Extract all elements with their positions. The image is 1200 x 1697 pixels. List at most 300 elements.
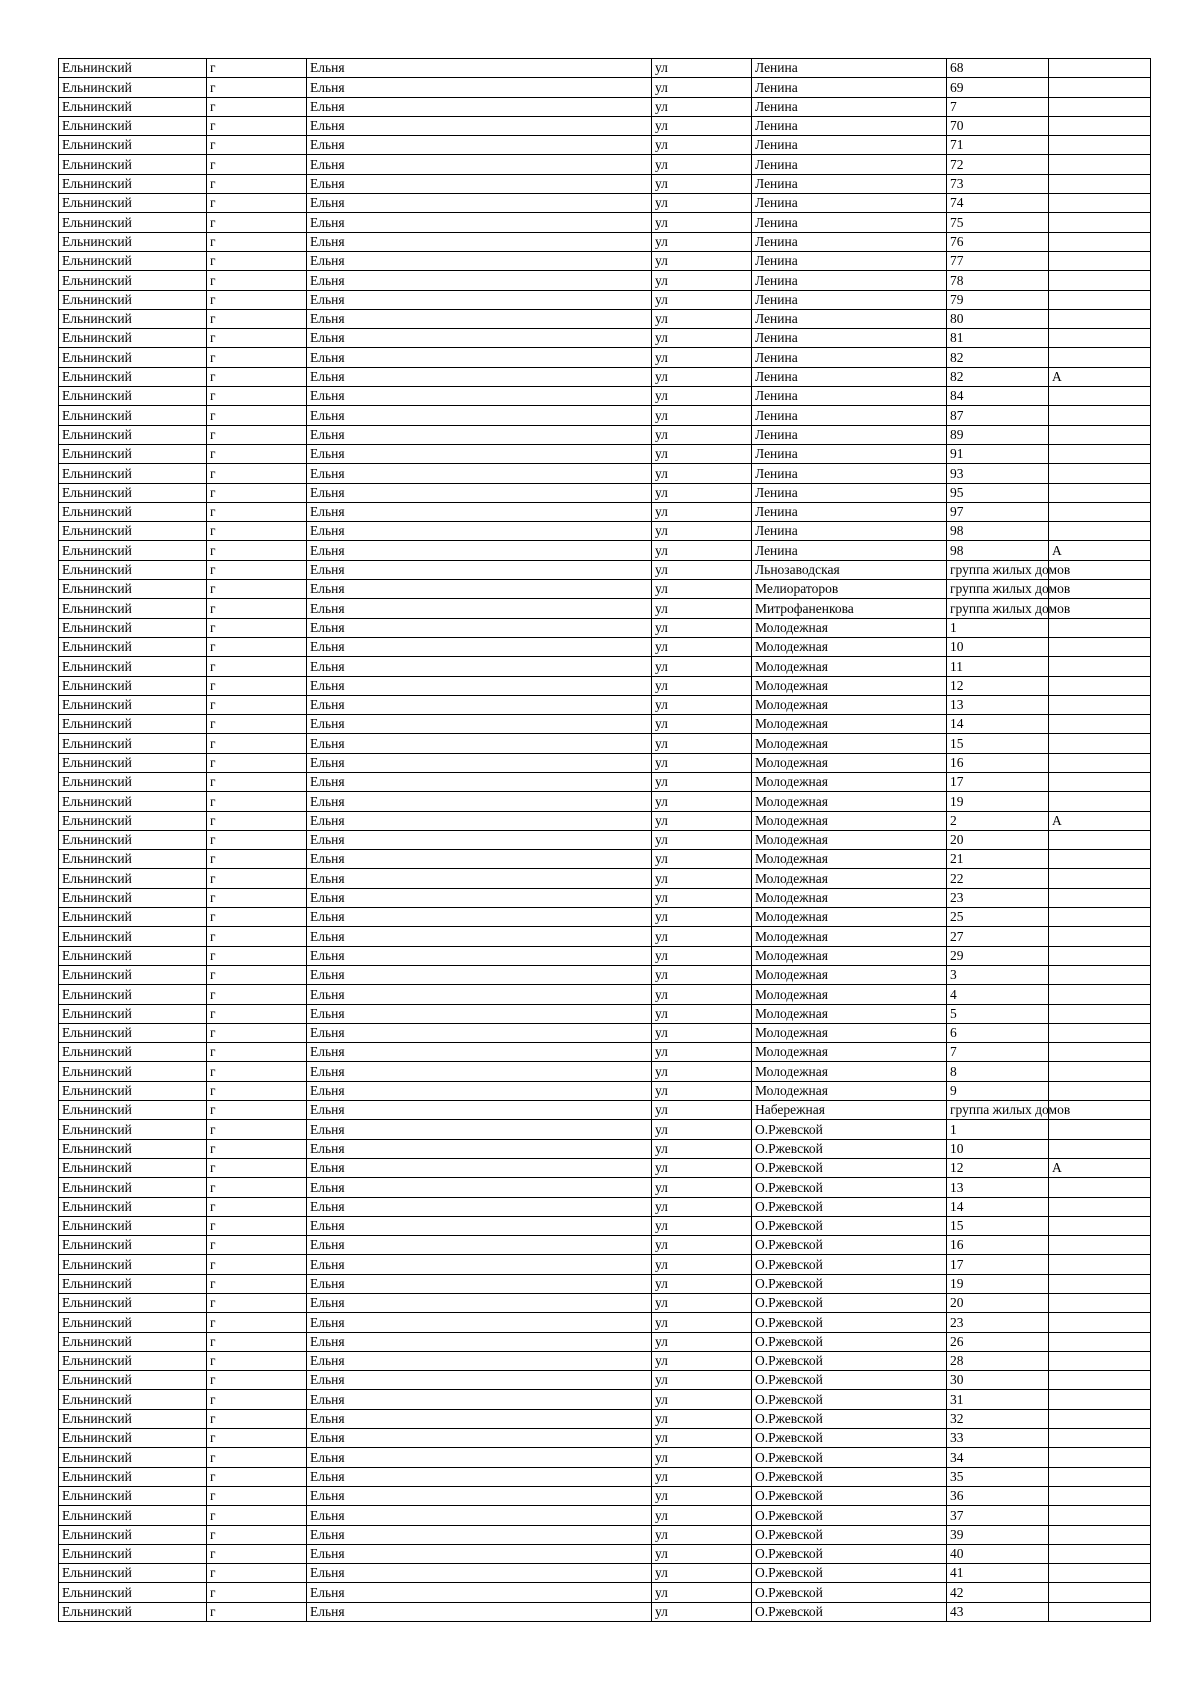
settlement-cell: Ельня <box>307 715 652 734</box>
table-row <box>59 1216 1151 1235</box>
settlement-cell: Ельня <box>307 1062 652 1081</box>
house-cell: 68 <box>947 59 1049 78</box>
house-cell: 1 <box>947 1120 1049 1139</box>
district-cell: Ельнинский <box>59 232 207 251</box>
table-row <box>59 1564 1151 1583</box>
street-type-cell: ул <box>652 1236 752 1255</box>
district-cell: Ельнинский <box>59 927 207 946</box>
house-cell: 91 <box>947 444 1049 463</box>
letter-cell <box>1049 483 1151 502</box>
house-cell: 42 <box>947 1583 1049 1602</box>
street-type-cell: ул <box>652 772 752 791</box>
street-type-cell: ул <box>652 1448 752 1467</box>
street-cell: О.Ржевской <box>752 1313 947 1332</box>
settlement-cell: Ельня <box>307 1583 652 1602</box>
settlement-cell: Ельня <box>307 232 652 251</box>
street-cell: Ленина <box>752 116 947 135</box>
settlement-cell: Ельня <box>307 1390 652 1409</box>
settlement-type-cell: г <box>207 1602 307 1621</box>
street-cell: О.Ржевской <box>752 1139 947 1158</box>
letter-cell <box>1049 213 1151 232</box>
house-cell: 26 <box>947 1332 1049 1351</box>
street-cell: Ленина <box>752 290 947 309</box>
district-cell: Ельнинский <box>59 1390 207 1409</box>
street-cell: О.Ржевской <box>752 1409 947 1428</box>
letter-cell <box>1049 425 1151 444</box>
table-row <box>59 734 1151 753</box>
settlement-type-cell: г <box>207 1506 307 1525</box>
street-cell: Ленина <box>752 309 947 328</box>
street-type-cell: ул <box>652 1506 752 1525</box>
house-cell: 77 <box>947 251 1049 270</box>
district-cell: Ельнинский <box>59 1351 207 1370</box>
letter-cell <box>1049 194 1151 213</box>
district-cell: Ельнинский <box>59 1139 207 1158</box>
settlement-cell: Ельня <box>307 850 652 869</box>
district-cell: Ельнинский <box>59 155 207 174</box>
settlement-cell: Ельня <box>307 1197 652 1216</box>
settlement-cell: Ельня <box>307 985 652 1004</box>
letter-cell <box>1049 155 1151 174</box>
street-cell: Молодежная <box>752 888 947 907</box>
street-cell: Молодежная <box>752 850 947 869</box>
settlement-cell: Ельня <box>307 695 652 714</box>
settlement-type-cell: г <box>207 1429 307 1448</box>
street-cell: Ленина <box>752 232 947 251</box>
district-cell: Ельнинский <box>59 1062 207 1081</box>
street-type-cell: ул <box>652 155 752 174</box>
table-row <box>59 1158 1151 1177</box>
letter-cell <box>1049 1216 1151 1235</box>
street-type-cell: ул <box>652 1371 752 1390</box>
table-row <box>59 1448 1151 1467</box>
settlement-type-cell: г <box>207 792 307 811</box>
street-type-cell: ул <box>652 541 752 560</box>
district-cell: Ельнинский <box>59 251 207 270</box>
house-cell: 1 <box>947 618 1049 637</box>
settlement-type-cell: г <box>207 1062 307 1081</box>
settlement-type-cell: г <box>207 580 307 599</box>
letter-cell <box>1049 251 1151 270</box>
house-cell: 40 <box>947 1544 1049 1563</box>
letter-cell <box>1049 387 1151 406</box>
street-type-cell: ул <box>652 522 752 541</box>
settlement-cell: Ельня <box>307 213 652 232</box>
settlement-cell: Ельня <box>307 290 652 309</box>
street-type-cell: ул <box>652 985 752 1004</box>
settlement-cell: Ельня <box>307 1236 652 1255</box>
settlement-cell: Ельня <box>307 116 652 135</box>
street-cell: О.Ржевской <box>752 1429 947 1448</box>
district-cell: Ельнинский <box>59 965 207 984</box>
street-type-cell: ул <box>652 1274 752 1293</box>
table-row <box>59 522 1151 541</box>
settlement-cell: Ельня <box>307 271 652 290</box>
district-cell: Ельнинский <box>59 444 207 463</box>
settlement-type-cell: г <box>207 251 307 270</box>
settlement-type-cell: г <box>207 1486 307 1505</box>
settlement-type-cell: г <box>207 1120 307 1139</box>
settlement-type-cell: г <box>207 1371 307 1390</box>
letter-cell <box>1049 1448 1151 1467</box>
letter-cell <box>1049 1004 1151 1023</box>
settlement-cell: Ельня <box>307 1602 652 1621</box>
settlement-type-cell: г <box>207 1197 307 1216</box>
district-cell: Ельнинский <box>59 78 207 97</box>
district-cell: Ельнинский <box>59 136 207 155</box>
settlement-type-cell: г <box>207 1390 307 1409</box>
house-cell: 15 <box>947 1216 1049 1235</box>
street-cell: О.Ржевской <box>752 1332 947 1351</box>
table-row <box>59 502 1151 521</box>
letter-cell <box>1049 1274 1151 1293</box>
district-cell: Ельнинский <box>59 734 207 753</box>
letter-cell <box>1049 657 1151 676</box>
settlement-cell: Ельня <box>307 348 652 367</box>
letter-cell <box>1049 772 1151 791</box>
street-cell: Ленина <box>752 406 947 425</box>
letter-cell <box>1049 232 1151 251</box>
settlement-type-cell: г <box>207 985 307 1004</box>
street-cell: О.Ржевской <box>752 1371 947 1390</box>
letter-cell <box>1049 1544 1151 1563</box>
settlement-cell: Ельня <box>307 251 652 270</box>
district-cell: Ельнинский <box>59 1564 207 1583</box>
table-row <box>59 1081 1151 1100</box>
table-row <box>59 1101 1151 1120</box>
street-type-cell: ул <box>652 869 752 888</box>
settlement-cell: Ельня <box>307 1120 652 1139</box>
street-type-cell: ул <box>652 1564 752 1583</box>
settlement-type-cell: г <box>207 1409 307 1428</box>
settlement-type-cell: г <box>207 1158 307 1177</box>
letter-cell <box>1049 1062 1151 1081</box>
house-cell: 35 <box>947 1467 1049 1486</box>
settlement-cell: Ельня <box>307 772 652 791</box>
street-cell: О.Ржевской <box>752 1544 947 1563</box>
district-cell: Ельнинский <box>59 1525 207 1544</box>
street-type-cell: ул <box>652 232 752 251</box>
street-type-cell: ул <box>652 213 752 232</box>
street-cell: Молодежная <box>752 657 947 676</box>
table-row <box>59 715 1151 734</box>
settlement-type-cell: г <box>207 367 307 386</box>
street-cell: Молодежная <box>752 792 947 811</box>
street-type-cell: ул <box>652 1313 752 1332</box>
street-cell: Ленина <box>752 502 947 521</box>
street-cell: Молодежная <box>752 927 947 946</box>
table-row <box>59 1390 1151 1409</box>
house-cell: 20 <box>947 830 1049 849</box>
letter-cell <box>1049 1486 1151 1505</box>
street-type-cell: ул <box>652 78 752 97</box>
district-cell: Ельнинский <box>59 483 207 502</box>
street-type-cell: ул <box>652 1409 752 1428</box>
letter-cell <box>1049 1467 1151 1486</box>
district-cell: Ельнинский <box>59 1371 207 1390</box>
settlement-cell: Ельня <box>307 1101 652 1120</box>
district-cell: Ельнинский <box>59 618 207 637</box>
letter-cell <box>1049 927 1151 946</box>
table-row <box>59 329 1151 348</box>
table-row <box>59 1062 1151 1081</box>
house-cell: 9 <box>947 1081 1049 1100</box>
street-cell: Ленина <box>752 271 947 290</box>
street-type-cell: ул <box>652 464 752 483</box>
letter-cell <box>1049 290 1151 309</box>
street-cell: О.Ржевской <box>752 1467 947 1486</box>
settlement-type-cell: г <box>207 1178 307 1197</box>
settlement-cell: Ельня <box>307 1409 652 1428</box>
district-cell: Ельнинский <box>59 348 207 367</box>
street-cell: Молодежная <box>752 985 947 1004</box>
street-type-cell: ул <box>652 811 752 830</box>
settlement-cell: Ельня <box>307 830 652 849</box>
house-cell: группа жилых домов <box>947 1101 1049 1120</box>
letter-cell <box>1049 1120 1151 1139</box>
settlement-cell: Ельня <box>307 483 652 502</box>
street-cell: Молодежная <box>752 618 947 637</box>
house-cell: 12 <box>947 676 1049 695</box>
settlement-cell: Ельня <box>307 1081 652 1100</box>
street-type-cell: ул <box>652 695 752 714</box>
settlement-cell: Ельня <box>307 444 652 463</box>
settlement-cell: Ельня <box>307 1544 652 1563</box>
street-type-cell: ул <box>652 387 752 406</box>
street-cell: Молодежная <box>752 1004 947 1023</box>
district-cell: Ельнинский <box>59 580 207 599</box>
settlement-cell: Ельня <box>307 155 652 174</box>
settlement-type-cell: г <box>207 1043 307 1062</box>
street-cell: Молодежная <box>752 811 947 830</box>
letter-cell <box>1049 1602 1151 1621</box>
house-cell: 75 <box>947 213 1049 232</box>
address-table <box>58 58 1151 1622</box>
house-cell: 16 <box>947 753 1049 772</box>
house-cell: 87 <box>947 406 1049 425</box>
district-cell: Ельнинский <box>59 425 207 444</box>
district-cell: Ельнинский <box>59 367 207 386</box>
district-cell: Ельнинский <box>59 1004 207 1023</box>
settlement-cell: Ельня <box>307 1043 652 1062</box>
street-type-cell: ул <box>652 348 752 367</box>
table-row <box>59 908 1151 927</box>
table-row <box>59 136 1151 155</box>
house-cell: 7 <box>947 1043 1049 1062</box>
house-cell: 16 <box>947 1236 1049 1255</box>
settlement-type-cell: г <box>207 541 307 560</box>
district-cell: Ельнинский <box>59 271 207 290</box>
district-cell: Ельнинский <box>59 1236 207 1255</box>
street-type-cell: ул <box>652 1351 752 1370</box>
street-type-cell: ул <box>652 425 752 444</box>
district-cell: Ельнинский <box>59 908 207 927</box>
street-cell: Молодежная <box>752 946 947 965</box>
street-cell: Молодежная <box>752 965 947 984</box>
street-type-cell: ул <box>652 116 752 135</box>
letter-cell <box>1049 850 1151 869</box>
settlement-cell: Ельня <box>307 174 652 193</box>
settlement-cell: Ельня <box>307 1216 652 1235</box>
street-cell: Молодежная <box>752 1023 947 1042</box>
street-type-cell: ул <box>652 59 752 78</box>
settlement-cell: Ельня <box>307 367 652 386</box>
street-type-cell: ул <box>652 1023 752 1042</box>
table-row <box>59 830 1151 849</box>
settlement-cell: Ельня <box>307 78 652 97</box>
settlement-cell: Ельня <box>307 676 652 695</box>
street-cell: О.Ржевской <box>752 1216 947 1235</box>
district-cell: Ельнинский <box>59 695 207 714</box>
district-cell: Ельнинский <box>59 599 207 618</box>
street-type-cell: ул <box>652 309 752 328</box>
street-type-cell: ул <box>652 908 752 927</box>
table-row <box>59 1043 1151 1062</box>
district-cell: Ельнинский <box>59 309 207 328</box>
street-cell: Ленина <box>752 387 947 406</box>
letter-cell <box>1049 116 1151 135</box>
letter-cell <box>1049 464 1151 483</box>
house-cell: 76 <box>947 232 1049 251</box>
street-cell: О.Ржевской <box>752 1178 947 1197</box>
house-cell: 3 <box>947 965 1049 984</box>
district-cell: Ельнинский <box>59 811 207 830</box>
street-type-cell: ул <box>652 1139 752 1158</box>
house-cell: 37 <box>947 1506 1049 1525</box>
district-cell: Ельнинский <box>59 1274 207 1293</box>
settlement-cell: Ельня <box>307 387 652 406</box>
street-type-cell: ул <box>652 1197 752 1216</box>
letter-cell <box>1049 734 1151 753</box>
settlement-type-cell: г <box>207 560 307 579</box>
settlement-type-cell: г <box>207 522 307 541</box>
house-cell: 95 <box>947 483 1049 502</box>
table-row <box>59 869 1151 888</box>
settlement-cell: Ельня <box>307 734 652 753</box>
house-cell: 36 <box>947 1486 1049 1505</box>
settlement-cell: Ельня <box>307 522 652 541</box>
house-cell: 93 <box>947 464 1049 483</box>
settlement-type-cell: г <box>207 1081 307 1100</box>
settlement-type-cell: г <box>207 637 307 656</box>
district-cell: Ельнинский <box>59 1602 207 1621</box>
house-cell: 27 <box>947 927 1049 946</box>
district-cell: Ельнинский <box>59 1216 207 1235</box>
letter-cell: А <box>1049 811 1151 830</box>
letter-cell <box>1049 888 1151 907</box>
table-row <box>59 1274 1151 1293</box>
house-cell: 30 <box>947 1371 1049 1390</box>
settlement-cell: Ельня <box>307 97 652 116</box>
street-type-cell: ул <box>652 406 752 425</box>
letter-cell <box>1049 1351 1151 1370</box>
house-cell: 82 <box>947 348 1049 367</box>
street-type-cell: ул <box>652 1486 752 1505</box>
settlement-cell: Ельня <box>307 927 652 946</box>
table-row <box>59 1602 1151 1621</box>
settlement-cell: Ельня <box>307 753 652 772</box>
table-row <box>59 251 1151 270</box>
settlement-cell: Ельня <box>307 560 652 579</box>
district-cell: Ельнинский <box>59 1332 207 1351</box>
settlement-cell: Ельня <box>307 1255 652 1274</box>
house-cell: 98 <box>947 541 1049 560</box>
street-cell: Ленина <box>752 541 947 560</box>
settlement-type-cell: г <box>207 811 307 830</box>
house-cell: 98 <box>947 522 1049 541</box>
settlement-type-cell: г <box>207 194 307 213</box>
settlement-cell: Ельня <box>307 541 652 560</box>
settlement-cell: Ельня <box>307 792 652 811</box>
settlement-type-cell: г <box>207 502 307 521</box>
house-cell: 20 <box>947 1294 1049 1313</box>
settlement-type-cell: г <box>207 599 307 618</box>
house-cell: 72 <box>947 155 1049 174</box>
table-row <box>59 1429 1151 1448</box>
street-cell: Ленина <box>752 348 947 367</box>
street-cell: О.Ржевской <box>752 1236 947 1255</box>
street-cell: Молодежная <box>752 734 947 753</box>
table-row <box>59 946 1151 965</box>
street-type-cell: ул <box>652 1332 752 1351</box>
district-cell: Ельнинский <box>59 1255 207 1274</box>
settlement-type-cell: г <box>207 271 307 290</box>
settlement-type-cell: г <box>207 1544 307 1563</box>
street-cell: Молодежная <box>752 772 947 791</box>
settlement-cell: Ельня <box>307 637 652 656</box>
table-row <box>59 657 1151 676</box>
table-row <box>59 541 1151 560</box>
table-row <box>59 792 1151 811</box>
house-cell: 81 <box>947 329 1049 348</box>
table-row <box>59 965 1151 984</box>
district-cell: Ельнинский <box>59 116 207 135</box>
district-cell: Ельнинский <box>59 464 207 483</box>
settlement-type-cell: г <box>207 387 307 406</box>
settlement-type-cell: г <box>207 1004 307 1023</box>
letter-cell <box>1049 1139 1151 1158</box>
house-cell: 21 <box>947 850 1049 869</box>
district-cell: Ельнинский <box>59 502 207 521</box>
street-type-cell: ул <box>652 1081 752 1100</box>
table-row <box>59 753 1151 772</box>
street-cell: Ленина <box>752 425 947 444</box>
table-row <box>59 580 1151 599</box>
street-type-cell: ул <box>652 676 752 695</box>
street-cell: О.Ржевской <box>752 1197 947 1216</box>
letter-cell <box>1049 830 1151 849</box>
table-row <box>59 1139 1151 1158</box>
street-type-cell: ул <box>652 194 752 213</box>
letter-cell <box>1049 946 1151 965</box>
street-type-cell: ул <box>652 483 752 502</box>
street-type-cell: ул <box>652 888 752 907</box>
street-cell: О.Ржевской <box>752 1506 947 1525</box>
table-row <box>59 290 1151 309</box>
table-row <box>59 425 1151 444</box>
district-cell: Ельнинский <box>59 1023 207 1042</box>
street-cell: Ленина <box>752 464 947 483</box>
district-cell: Ельнинский <box>59 97 207 116</box>
settlement-cell: Ельня <box>307 580 652 599</box>
house-cell: 6 <box>947 1023 1049 1042</box>
street-cell: Ленина <box>752 444 947 463</box>
settlement-cell: Ельня <box>307 59 652 78</box>
street-type-cell: ул <box>652 1525 752 1544</box>
table-row <box>59 174 1151 193</box>
street-type-cell: ул <box>652 136 752 155</box>
settlement-type-cell: г <box>207 965 307 984</box>
